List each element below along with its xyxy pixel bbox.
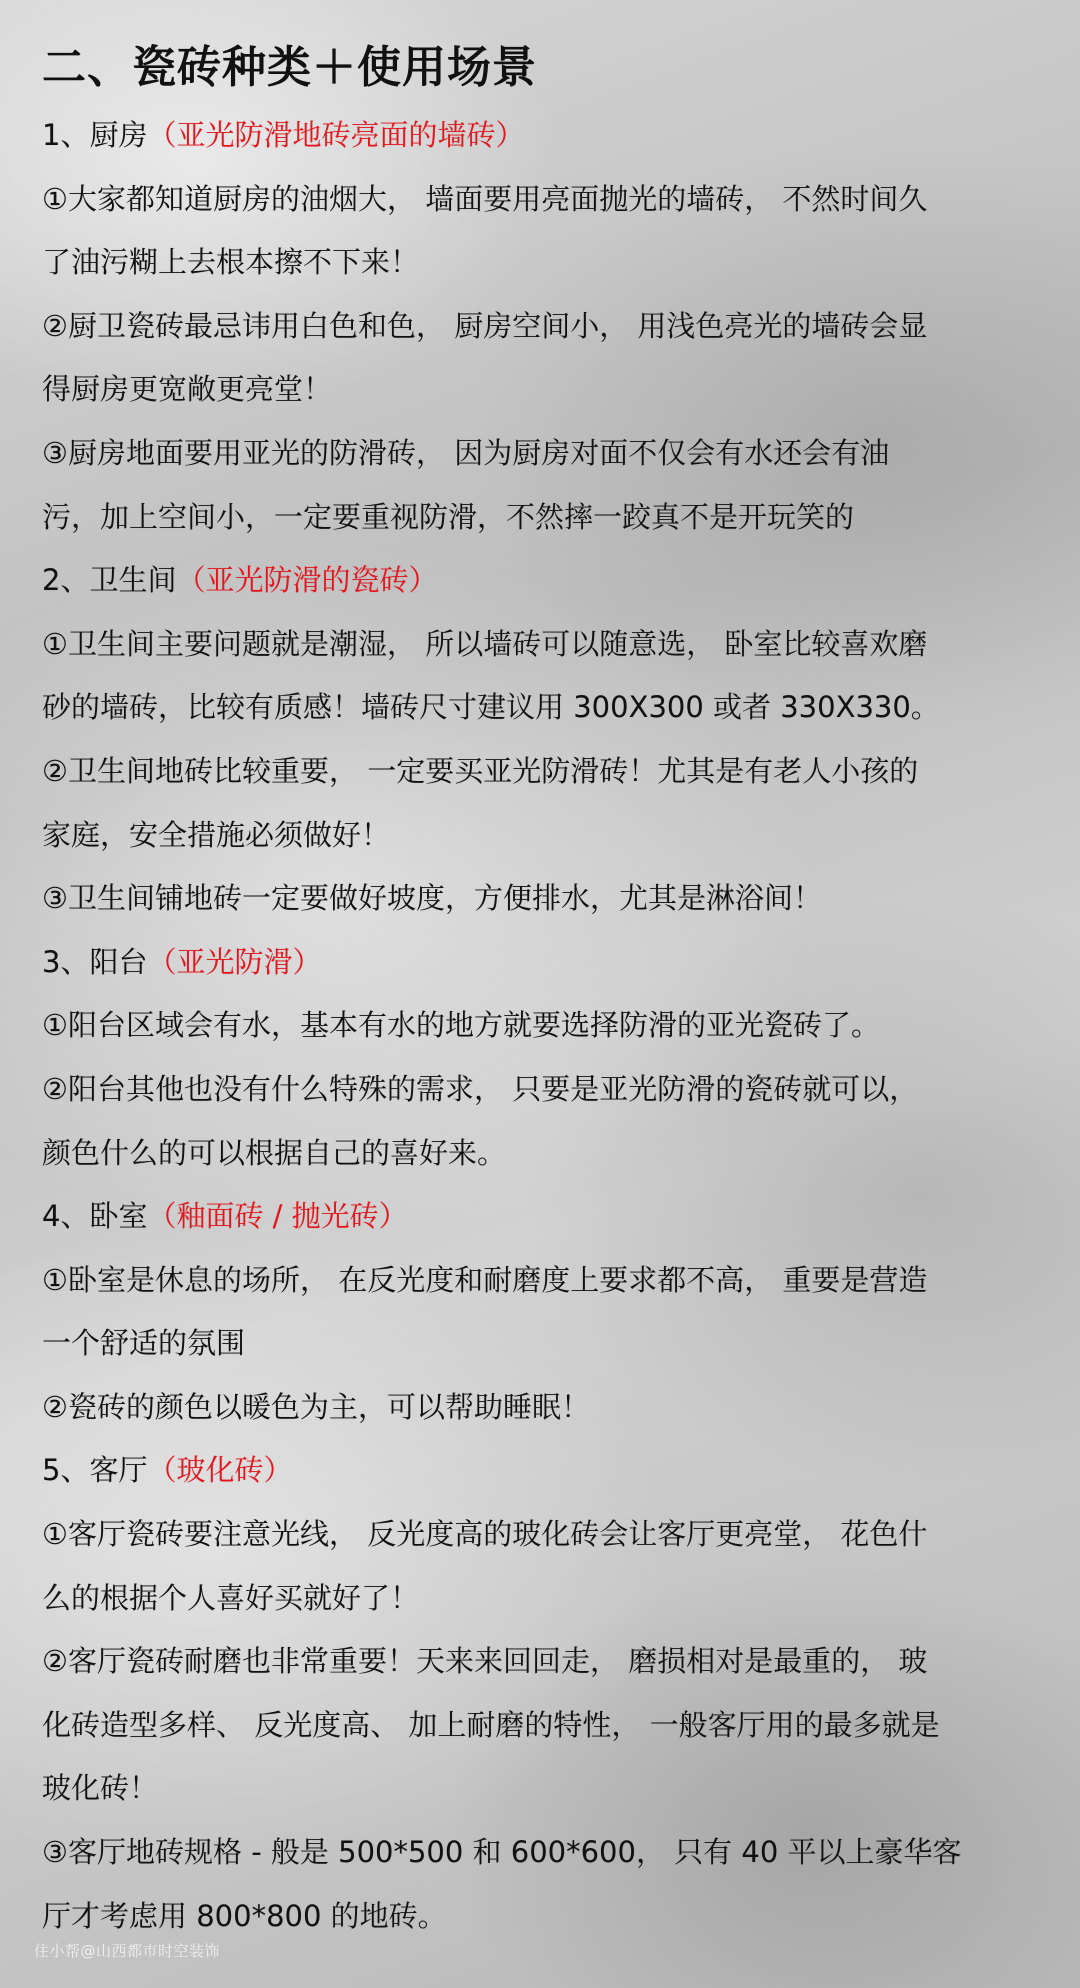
section-heading xyxy=(42,931,1040,995)
body-line: ②客厅瓷砖耐磨也非常重要！天来来回回走， 磨损相对是最重的， 玻 xyxy=(42,1644,928,1679)
section-tag: （亚光防滑） xyxy=(147,944,322,979)
section-heading-label: 4、卧室 xyxy=(42,1199,148,1234)
section-bathroom xyxy=(42,549,1040,931)
body-line: 得厨房更宽敞更亮堂！ xyxy=(42,372,333,407)
body-line: ①客厅瓷砖要注意光线， 反光度高的玻化砖会让客厅更亮堂， 花色什 xyxy=(42,1517,928,1552)
section-heading-label: 2、卫生间 xyxy=(42,563,177,598)
section-balcony xyxy=(42,931,1040,1185)
body-line: ②卫生间地砖比较重要， 一定要买亚光防滑砖！尤其是有老人小孩的 xyxy=(42,753,919,788)
body-line: 么的根据个人喜好买就好了！ xyxy=(42,1580,420,1615)
body-line: 家庭，安全措施必须做好！ xyxy=(42,817,391,852)
body-line: 砂的墙砖，比较有质感！墙砖尺寸建议用 300X300 或者 330X330。 xyxy=(42,690,940,725)
section-tag: （亚光防滑地砖亮面的墙砖） xyxy=(147,118,525,152)
page-title: 二、瓷砖种类＋使用场景 xyxy=(42,42,537,93)
body-line: ③客厅地砖规格 - 般是 500*500 和 600*600， 只有 40 平以上豪华客 xyxy=(42,1835,962,1870)
body-line: 化砖造型多样、 反光度高、 加上耐磨的特性， 一般客厅用的最多就是 xyxy=(42,1707,940,1742)
section-heading-label: 5、客厅 xyxy=(42,1453,148,1488)
section-tag: （亚光防滑的瓷砖） xyxy=(176,563,438,598)
body-line: ③卫生间铺地砖一定要做好坡度，方便排水，尤其是淋浴间！ xyxy=(42,881,822,916)
section-heading xyxy=(42,1439,1040,1503)
body-line: 玻化砖！ xyxy=(42,1771,159,1806)
body-line: ①卧室是休息的场所， 在反光度和耐磨度上要求都不高， 重要是营造 xyxy=(42,1262,928,1297)
body-line: ①阳台区域会有水，基本有水的地方就要选择防滑的亚光瓷砖了。 xyxy=(42,1008,880,1043)
body-line: 一个舒适的氛围 xyxy=(42,1326,246,1361)
body-line: ③厨房地面要用亚光的防滑砖， 因为厨房对面不仅会有水还会有油 xyxy=(42,435,890,470)
body-line: ②阳台其他也没有什么特殊的需求， 只要是亚光防滑的瓷砖就可以， xyxy=(42,1071,919,1106)
section-bedroom xyxy=(42,1185,1040,1439)
body-line: 厅才考虑用 800*800 的地砖。 xyxy=(42,1898,447,1933)
body-line: 颜色什么的可以根据自己的喜好来。 xyxy=(42,1135,507,1170)
section-heading xyxy=(42,104,1040,168)
section-kitchen xyxy=(42,104,1040,549)
watermark: 住小帮@山西都市时空装饰 xyxy=(34,1942,221,1960)
body-line: 污，加上空间小，一定要重视防滑，不然摔一跤真不是开玩笑的 xyxy=(42,499,855,534)
body-line: 了油污糊上去根本擦不下来！ xyxy=(42,245,420,280)
section-tag: （釉面砖 / 抛光砖） xyxy=(147,1199,408,1234)
body-line: ①大家都知道厨房的油烟大， 墙面要用亮面抛光的墙砖， 不然时间久 xyxy=(42,181,928,216)
section-heading-label: 1、厨房 xyxy=(42,118,148,152)
section-heading xyxy=(42,1185,1040,1249)
section-heading-label: 3、阳台 xyxy=(42,944,148,979)
body-line: ①卫生间主要问题就是潮湿， 所以墙砖可以随意选， 卧室比较喜欢磨 xyxy=(42,626,928,661)
body-line: ②瓷砖的颜色以暖色为主，可以帮助睡眠！ xyxy=(42,1389,590,1424)
body-line: ②厨卫瓷砖最忌讳用白色和色， 厨房空间小， 用浅色亮光的墙砖会显 xyxy=(42,308,928,343)
section-tag: （玻化砖） xyxy=(147,1453,293,1488)
section-living-room xyxy=(42,1439,1040,1948)
section-heading xyxy=(42,549,1040,613)
